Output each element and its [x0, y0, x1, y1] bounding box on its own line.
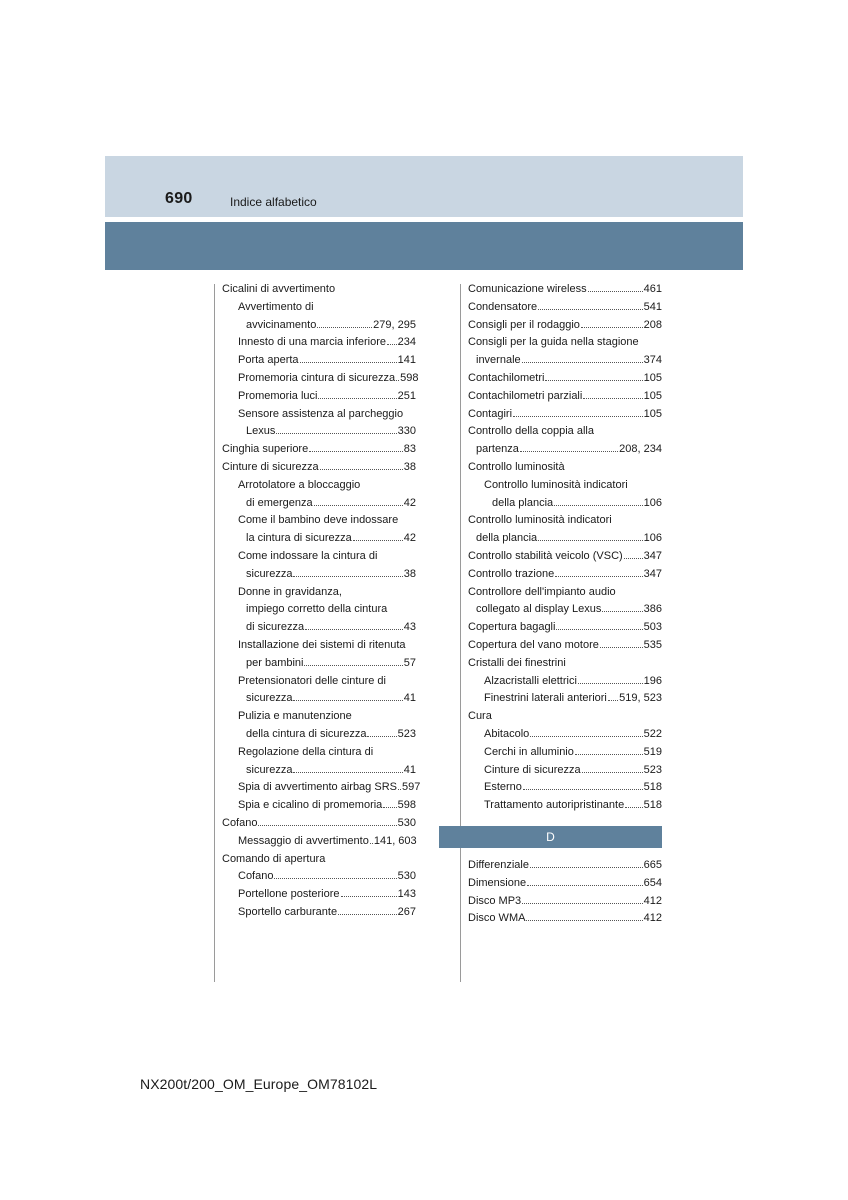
index-entry — [468, 779, 662, 797]
header-accent-band — [105, 222, 743, 270]
index-entry — [468, 893, 662, 911]
index-entry — [468, 566, 662, 584]
index-entry — [468, 910, 662, 928]
index-entry — [468, 601, 662, 619]
dot-leader — [274, 878, 396, 879]
index-entry-text: Trattamento autoripristinante — [484, 799, 625, 812]
dot-leader — [520, 451, 618, 452]
index-entry — [222, 423, 416, 441]
index-entry-text: Condensatore — [468, 300, 538, 313]
index-entry-text: Cerchi in alluminio — [484, 745, 574, 758]
index-entry-page: 541 — [643, 300, 662, 313]
index-entry-page: 41 — [403, 763, 416, 776]
dot-leader — [300, 362, 397, 363]
dot-leader — [387, 344, 397, 345]
index-entry-page: 106 — [643, 496, 662, 509]
index-entry-page: 665 — [643, 858, 662, 871]
index-entry-text: Controllo stabilità veicolo (VSC) — [468, 549, 623, 562]
index-entry-text: Come il bambino deve indossare — [238, 514, 399, 527]
index-entry — [222, 477, 416, 495]
dot-leader — [583, 398, 642, 399]
index-entry-text: Cofano — [222, 816, 258, 829]
index-entry-page: 141, 603 — [373, 834, 417, 847]
index-entry-page: 105 — [643, 407, 662, 420]
section-title: Indice alfabetico — [230, 195, 317, 209]
index-entry — [468, 317, 662, 335]
index-entry — [222, 619, 416, 637]
index-entry-page: 105 — [643, 389, 662, 402]
index-entry — [468, 708, 662, 726]
index-entry-text: Controllo luminosità — [468, 460, 565, 473]
index-entry-page: 208, 234 — [619, 443, 662, 456]
index-entry-text: Cristalli dei finestrini — [468, 656, 566, 669]
index-entry-text: Promemoria luci — [238, 389, 318, 402]
dot-leader — [527, 885, 643, 886]
index-entry-text: sicurezza — [246, 567, 293, 580]
dot-leader — [522, 903, 642, 904]
index-entry-page: 106 — [643, 532, 662, 545]
dot-leader — [396, 380, 399, 381]
index-entry — [222, 601, 416, 619]
index-entry — [468, 334, 662, 352]
index-entry-text: Regolazione della cintura di — [238, 745, 374, 758]
dot-leader — [578, 683, 643, 684]
dot-leader — [293, 700, 402, 701]
index-entry-page: 42 — [403, 532, 416, 545]
index-entry-text: Finestrini laterali anteriori — [484, 692, 607, 705]
dot-leader — [526, 920, 642, 921]
index-entry-page: 105 — [643, 371, 662, 384]
index-entry-page: 267 — [397, 905, 416, 918]
dot-leader — [398, 789, 401, 790]
index-entry-text: Controllo della coppia alla — [468, 425, 594, 438]
index-entry-page: 523 — [397, 727, 416, 740]
index-entry-page: 347 — [643, 549, 662, 562]
index-entry-page: 279, 295 — [373, 318, 416, 331]
index-entry-text: Promemoria cintura di sicurezza — [238, 371, 396, 384]
index-entry-text: Arrotolatore a bloccaggio — [238, 478, 361, 491]
index-entry-text: avvicinamento — [246, 318, 317, 331]
index-entry — [222, 797, 416, 815]
index-entry-page: 461 — [643, 283, 662, 295]
index-entry-text: Comunicazione wireless — [468, 283, 587, 295]
index-entry-text: Cofano — [238, 870, 274, 883]
index-entry-text: Cura — [468, 710, 492, 723]
index-entry — [468, 857, 662, 875]
index-entry-page: 503 — [643, 621, 662, 634]
index-entry-text: Donne in gravidanza, — [238, 585, 342, 598]
index-entry — [222, 370, 419, 388]
dot-leader — [370, 843, 373, 844]
dot-leader — [353, 540, 403, 541]
index-entry — [222, 352, 416, 370]
index-entry-page: 196 — [643, 674, 662, 687]
dot-leader — [582, 772, 643, 773]
index-entry-text: Controllo luminosità indicatori — [484, 478, 628, 491]
dot-leader — [545, 380, 642, 381]
dot-leader — [588, 291, 643, 292]
index-entry-page: 597 — [401, 781, 421, 794]
index-entry — [468, 370, 662, 388]
dot-leader — [538, 540, 642, 541]
index-entry-text: Innesto di una marcia inferiore — [238, 336, 386, 349]
index-entry-text: Contagiri — [468, 407, 513, 420]
dot-leader — [554, 505, 642, 506]
index-entry-text: collegato al display Lexus — [476, 603, 602, 616]
index-entry-text: Avvertimento di — [238, 300, 314, 313]
index-entry-text: Contachilometri — [468, 371, 545, 384]
index-entry — [222, 334, 416, 352]
dot-leader — [530, 736, 642, 737]
index-entry-text: Dimensione — [468, 876, 527, 889]
dot-leader — [625, 807, 642, 808]
index-entry-text: Disco WMA — [468, 912, 526, 925]
index-entry-page: 522 — [643, 727, 662, 740]
index-entry-page: 523 — [643, 763, 662, 776]
dot-leader — [600, 647, 643, 648]
index-entry-text: impiego corretto della cintura — [246, 603, 388, 616]
index-entry — [468, 637, 662, 655]
index-entry-page: 83 — [403, 443, 416, 456]
index-entry-page: 330 — [397, 425, 416, 438]
index-entry-text: per bambini — [246, 656, 304, 669]
index-entry — [468, 690, 662, 708]
dot-leader — [555, 576, 642, 577]
dot-leader — [522, 362, 643, 363]
index-entry-text: Controllo luminosità indicatori — [468, 514, 612, 527]
index-entry — [468, 797, 662, 815]
index-entry-page: 535 — [643, 638, 662, 651]
index-entry-page: 518 — [643, 799, 662, 812]
index-entry-text: Comando di apertura — [222, 852, 326, 865]
dot-leader — [338, 914, 397, 915]
index-entry — [468, 441, 662, 459]
index-entry — [222, 406, 416, 424]
index-entry-page: 598 — [397, 799, 416, 812]
index-entry — [468, 388, 662, 406]
dot-leader — [304, 665, 402, 666]
index-entry-text: la cintura di sicurezza — [246, 532, 352, 545]
dot-leader — [367, 736, 396, 737]
index-entry — [222, 726, 416, 744]
index-entry — [222, 530, 416, 548]
index-entry-text: Cicalini di avvertimento — [222, 283, 336, 295]
index-entry-text: Differenziale — [468, 858, 529, 871]
index-entry-text: partenza — [476, 443, 519, 456]
column-rule-left — [214, 284, 215, 982]
index-entry — [468, 423, 662, 441]
dot-leader — [530, 867, 643, 868]
dot-leader — [305, 629, 403, 630]
index-entry — [222, 886, 416, 904]
index-entry-page: 654 — [643, 876, 662, 889]
index-entry — [222, 441, 416, 459]
index-entry — [468, 584, 662, 602]
index-entry-text: Disco MP3 — [468, 894, 522, 907]
index-entry-text: della plancia — [492, 496, 554, 509]
index-entry — [468, 352, 662, 370]
page-number: 690 — [165, 190, 193, 207]
index-entry-text: Portellone posteriore — [238, 888, 340, 901]
index-entry-text: Copertura del vano motore — [468, 638, 599, 651]
index-entry-page: 518 — [643, 781, 662, 794]
index-entry-text: Installazione dei sistemi di ritenuta — [238, 638, 406, 651]
dot-leader — [556, 629, 642, 630]
index-entry — [222, 815, 416, 833]
index-entry-text: Spia di avvertimento airbag SRS — [238, 781, 397, 794]
index-entry — [222, 708, 416, 726]
index-entry-text: Abitacolo — [484, 727, 530, 740]
index-entry-page: 530 — [397, 816, 416, 829]
index-entry-text: invernale — [476, 354, 521, 367]
index-entry — [222, 673, 416, 691]
dot-leader — [276, 433, 396, 434]
index-entry-text: della cintura di sicurezza — [246, 727, 367, 740]
index-entry — [222, 762, 416, 780]
index-entry-text: Pretensionatori delle cinture di — [238, 674, 386, 687]
index-entry-page: 143 — [397, 888, 416, 901]
index-entry — [222, 317, 416, 335]
index-entry — [468, 762, 662, 780]
index-entry — [222, 779, 421, 797]
index-entry — [468, 726, 662, 744]
index-entry-text: Controllo trazione — [468, 567, 555, 580]
index-entry-text: Cinture di sicurezza — [484, 763, 581, 776]
column-rule-right — [460, 284, 461, 982]
index-entry-text: Sportello carburante — [238, 905, 338, 918]
section-letter-d: D — [439, 826, 662, 848]
dot-leader — [575, 754, 643, 755]
index-entry — [468, 299, 662, 317]
index-entry-text: Pulizia e manutenzione — [238, 710, 352, 723]
dot-leader — [383, 807, 396, 808]
index-entry — [222, 833, 416, 851]
index-entry-text: Alzacristalli elettrici — [484, 674, 577, 687]
dot-leader — [258, 825, 396, 826]
index-entry-text: di emergenza — [246, 496, 313, 509]
index-entry — [222, 512, 416, 530]
index-entry-text: di sicurezza — [246, 621, 305, 634]
index-column-left — [222, 281, 421, 922]
index-entry-page: 412 — [643, 912, 662, 925]
index-entry-text: Cinture di sicurezza — [222, 460, 319, 473]
index-entry-page: 208 — [643, 318, 662, 331]
index-entry-page: 347 — [643, 567, 662, 580]
index-entry — [222, 690, 416, 708]
index-entry-page: 519, 523 — [619, 692, 662, 705]
index-entry — [468, 619, 662, 637]
index-entry-page: 412 — [643, 894, 662, 907]
index-entry-text: Cinghia superiore — [222, 443, 309, 456]
index-entry-text: Come indossare la cintura di — [238, 549, 378, 562]
dot-leader — [624, 558, 643, 559]
index-entry — [222, 566, 416, 584]
index-entry-page: 41 — [403, 692, 416, 705]
index-entry-page: 38 — [403, 460, 416, 473]
index-entry-page: 141 — [397, 354, 416, 367]
index-entry — [222, 281, 416, 299]
index-entry — [222, 851, 416, 869]
index-entry-page: 38 — [403, 567, 416, 580]
index-entry-page: 234 — [397, 336, 416, 349]
dot-leader — [309, 451, 403, 452]
index-entry — [468, 655, 662, 673]
index-entry — [468, 477, 662, 495]
index-entry — [468, 548, 662, 566]
dot-leader — [320, 469, 403, 470]
footer-code: NX200t/200_OM_Europe_OM78102L — [140, 1076, 378, 1092]
index-entry-text: Consigli per il rodaggio — [468, 318, 580, 331]
index-entry-text: Consigli per la guida nella stagione — [468, 336, 639, 349]
index-entry — [468, 744, 662, 762]
index-entry-text: Controllore dell'impianto audio — [468, 585, 616, 598]
index-entry — [468, 673, 662, 691]
dot-leader — [318, 398, 396, 399]
index-entry — [468, 512, 662, 530]
index-entry — [468, 875, 662, 893]
dot-leader — [341, 896, 397, 897]
dot-leader — [523, 789, 643, 790]
index-entry-text: Esterno — [484, 781, 522, 794]
index-entry — [222, 459, 416, 477]
index-entry-page: 519 — [643, 745, 662, 758]
index-entry — [468, 530, 662, 548]
dot-leader — [608, 700, 618, 701]
index-entry-text: Porta aperta — [238, 354, 299, 367]
index-entry — [222, 299, 416, 317]
index-entry — [222, 495, 416, 513]
index-entry — [222, 904, 416, 922]
index-entry — [222, 655, 416, 673]
index-entry-text: sicurezza — [246, 763, 293, 776]
index-entry — [468, 406, 662, 424]
index-entry-page: 57 — [403, 656, 416, 669]
index-entry-page: 386 — [643, 603, 662, 616]
index-entry — [222, 637, 416, 655]
index-entry — [468, 495, 662, 513]
index-column-right — [468, 281, 662, 928]
dot-leader — [293, 772, 402, 773]
header-band — [105, 156, 743, 217]
index-entry-text: Lexus — [246, 425, 276, 438]
index-entry-page: 374 — [643, 354, 662, 367]
index-entry — [222, 868, 416, 886]
index-entry — [468, 281, 662, 299]
index-entry — [222, 584, 416, 602]
index-entry-page: 43 — [403, 621, 416, 634]
index-entry — [222, 744, 416, 762]
index-entry-text: Sensore assistenza al parcheggio — [238, 407, 404, 420]
index-entry-text: sicurezza — [246, 692, 293, 705]
index-entry-page: 530 — [397, 870, 416, 883]
index-entry-text: Copertura bagagli — [468, 621, 556, 634]
dot-leader — [581, 327, 643, 328]
index-entry — [222, 548, 416, 566]
dot-leader — [317, 327, 372, 328]
index-entry-text: Spia e cicalino di promemoria — [238, 799, 383, 812]
index-entry-page: 42 — [403, 496, 416, 509]
dot-leader — [314, 505, 403, 506]
dot-leader — [538, 309, 643, 310]
index-entry-text: Messaggio di avvertimento — [238, 834, 369, 847]
index-entry — [222, 388, 416, 406]
index-entry — [468, 459, 662, 477]
index-entry-page: 598 — [400, 371, 419, 384]
dot-leader — [602, 611, 642, 612]
index-entry-text: della plancia — [476, 532, 538, 545]
index-entry-page: 251 — [397, 389, 416, 402]
dot-leader — [513, 416, 643, 417]
dot-leader — [293, 576, 402, 577]
index-entry-text: Contachilometri parziali — [468, 389, 583, 402]
